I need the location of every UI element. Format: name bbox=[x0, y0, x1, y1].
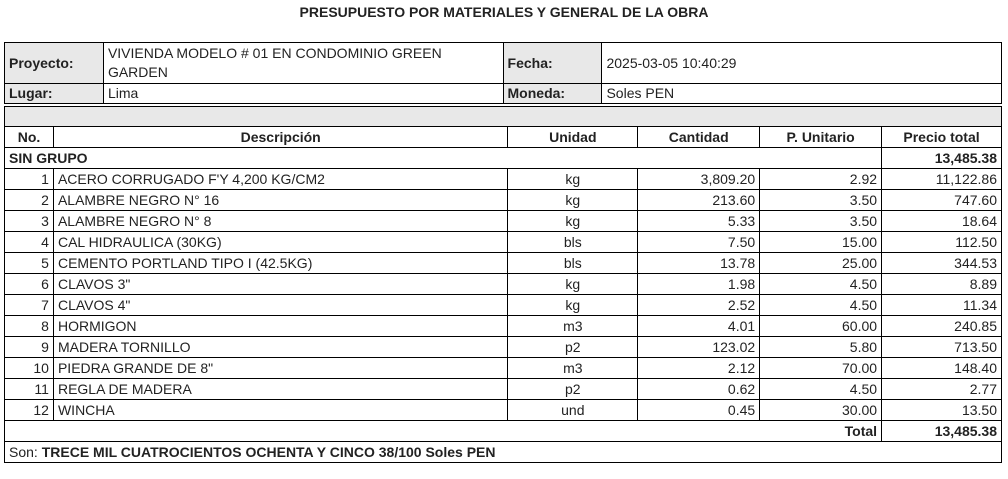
row-unidad: kg bbox=[508, 295, 638, 316]
row-precio: 11,122.86 bbox=[882, 169, 1002, 190]
row-precio: 112.50 bbox=[882, 232, 1002, 253]
row-no: 7 bbox=[5, 295, 54, 316]
row-precio: 18.64 bbox=[882, 211, 1002, 232]
row-unidad: p2 bbox=[508, 379, 638, 400]
row-unidad: kg bbox=[508, 190, 638, 211]
row-precio: 11.34 bbox=[882, 295, 1002, 316]
row-cantidad: 7.50 bbox=[638, 232, 760, 253]
col-precio: Precio total bbox=[882, 127, 1002, 148]
row-cantidad: 5.33 bbox=[638, 211, 760, 232]
table-row bbox=[5, 400, 1002, 421]
row-precio: 747.60 bbox=[882, 190, 1002, 211]
col-no: No. bbox=[5, 127, 54, 148]
row-unidad: bls bbox=[508, 232, 638, 253]
row-no: 6 bbox=[5, 274, 54, 295]
group-row bbox=[5, 148, 1002, 169]
table-row bbox=[5, 190, 1002, 211]
row-unidad: kg bbox=[508, 169, 638, 190]
row-no: 2 bbox=[5, 190, 54, 211]
row-cantidad: 2.12 bbox=[638, 358, 760, 379]
table-row bbox=[5, 232, 1002, 253]
row-unidad: und bbox=[508, 400, 638, 421]
row-no: 8 bbox=[5, 316, 54, 337]
row-unitario: 3.50 bbox=[760, 211, 882, 232]
row-unitario: 2.92 bbox=[760, 169, 882, 190]
lugar-value: Lima bbox=[103, 84, 503, 104]
table-row bbox=[5, 337, 1002, 358]
row-descripcion: CLAVOS 4" bbox=[53, 295, 507, 316]
row-descripcion: ACERO CORRUGADO F'Y 4,200 KG/CM2 bbox=[53, 169, 507, 190]
son-cell bbox=[5, 442, 1002, 463]
row-cantidad: 0.62 bbox=[638, 379, 760, 400]
table-row bbox=[5, 295, 1002, 316]
row-precio: 148.40 bbox=[882, 358, 1002, 379]
row-cantidad: 1.98 bbox=[638, 274, 760, 295]
row-unidad: kg bbox=[508, 274, 638, 295]
row-cantidad: 4.01 bbox=[638, 316, 760, 337]
table-row bbox=[5, 358, 1002, 379]
table-spacer-row bbox=[5, 107, 1002, 127]
row-unitario: 15.00 bbox=[760, 232, 882, 253]
row-precio: 13.50 bbox=[882, 400, 1002, 421]
row-unitario: 30.00 bbox=[760, 400, 882, 421]
row-unitario: 3.50 bbox=[760, 190, 882, 211]
total-row bbox=[5, 421, 1002, 442]
table-row bbox=[5, 379, 1002, 400]
row-descripcion: CLAVOS 3" bbox=[53, 274, 507, 295]
row-descripcion: WINCHA bbox=[53, 400, 507, 421]
row-no: 5 bbox=[5, 253, 54, 274]
row-no: 9 bbox=[5, 337, 54, 358]
row-descripcion: HORMIGON bbox=[53, 316, 507, 337]
son-text: TRECE MIL CUATROCIENTOS OCHENTA Y CINCO 38/100 Soles PEN bbox=[41, 443, 496, 460]
row-cantidad: 0.45 bbox=[638, 400, 760, 421]
col-unidad: Unidad bbox=[508, 127, 638, 148]
son-label: Son: bbox=[9, 443, 38, 460]
table-row bbox=[5, 253, 1002, 274]
row-unidad: p2 bbox=[508, 337, 638, 358]
total-label: Total bbox=[5, 421, 882, 442]
total-value: 13,485.38 bbox=[882, 421, 1002, 442]
col-cantidad: Cantidad bbox=[638, 127, 760, 148]
row-unidad: kg bbox=[508, 211, 638, 232]
row-no: 1 bbox=[5, 169, 54, 190]
row-unidad: m3 bbox=[508, 358, 638, 379]
row-unitario: 25.00 bbox=[760, 253, 882, 274]
row-precio: 344.53 bbox=[882, 253, 1002, 274]
project-info-table bbox=[4, 42, 1002, 104]
row-descripcion: ALAMBRE NEGRO N° 16 bbox=[53, 190, 507, 211]
row-unitario: 4.50 bbox=[760, 379, 882, 400]
group-name: SIN GRUPO bbox=[5, 148, 882, 169]
son-row bbox=[5, 442, 1002, 463]
fecha-value: 2025-03-05 10:40:29 bbox=[602, 43, 1002, 84]
row-descripcion: CAL HIDRAULICA (30KG) bbox=[53, 232, 507, 253]
moneda-value: Soles PEN bbox=[602, 84, 1002, 104]
table-header-row bbox=[5, 127, 1002, 148]
lugar-label: Lugar: bbox=[5, 84, 104, 104]
row-unitario: 4.50 bbox=[760, 274, 882, 295]
fecha-label: Fecha: bbox=[503, 43, 602, 84]
col-unitario: P. Unitario bbox=[760, 127, 882, 148]
table-row bbox=[5, 274, 1002, 295]
proyecto-line2: GARDEN bbox=[107, 64, 168, 80]
row-no: 4 bbox=[5, 232, 54, 253]
row-cantidad: 3,809.20 bbox=[638, 169, 760, 190]
col-descripcion: Descripción bbox=[53, 127, 507, 148]
row-unitario: 5.80 bbox=[760, 337, 882, 358]
row-unitario: 60.00 bbox=[760, 316, 882, 337]
row-precio: 240.85 bbox=[882, 316, 1002, 337]
row-unidad: bls bbox=[508, 253, 638, 274]
table-row bbox=[5, 316, 1002, 337]
row-precio: 8.89 bbox=[882, 274, 1002, 295]
row-unitario: 70.00 bbox=[760, 358, 882, 379]
row-cantidad: 123.02 bbox=[638, 337, 760, 358]
row-precio: 713.50 bbox=[882, 337, 1002, 358]
row-unitario: 4.50 bbox=[760, 295, 882, 316]
row-precio: 2.77 bbox=[882, 379, 1002, 400]
row-cantidad: 2.52 bbox=[638, 295, 760, 316]
row-descripcion: ALAMBRE NEGRO N° 8 bbox=[53, 211, 507, 232]
row-descripcion: PIEDRA GRANDE DE 8" bbox=[53, 358, 507, 379]
table-row bbox=[5, 211, 1002, 232]
row-no: 3 bbox=[5, 211, 54, 232]
row-descripcion: CEMENTO PORTLAND TIPO I (42.5KG) bbox=[53, 253, 507, 274]
page-title: PRESUPUESTO POR MATERIALES Y GENERAL DE LA OBRA bbox=[299, 4, 709, 20]
group-subtotal: 13,485.38 bbox=[882, 148, 1002, 169]
proyecto-label: Proyecto: bbox=[5, 43, 104, 84]
row-no: 12 bbox=[5, 400, 54, 421]
proyecto-line1: VIVIENDA MODELO # 01 EN CONDOMINIO GREEN bbox=[107, 45, 442, 61]
row-descripcion: MADERA TORNILLO bbox=[53, 337, 507, 358]
row-cantidad: 213.60 bbox=[638, 190, 760, 211]
row-no: 10 bbox=[5, 358, 54, 379]
materials-table bbox=[4, 106, 1002, 463]
row-no: 11 bbox=[5, 379, 54, 400]
table-row bbox=[5, 169, 1002, 190]
row-descripcion: REGLA DE MADERA bbox=[53, 379, 507, 400]
moneda-label: Moneda: bbox=[503, 84, 602, 104]
row-unidad: m3 bbox=[508, 316, 638, 337]
proyecto-value bbox=[103, 43, 503, 84]
row-cantidad: 13.78 bbox=[638, 253, 760, 274]
